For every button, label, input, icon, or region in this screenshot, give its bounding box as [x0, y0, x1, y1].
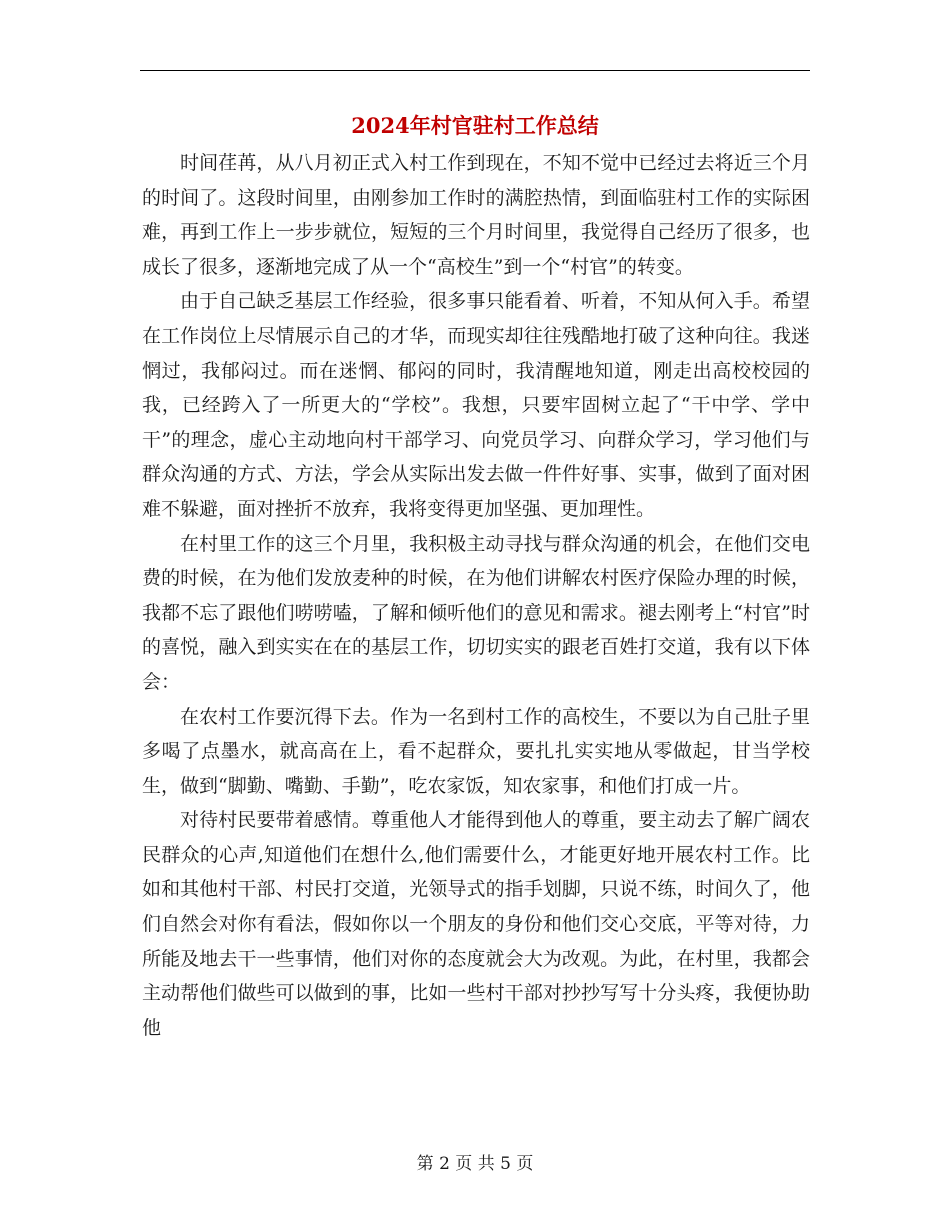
- document-body: [142, 146, 810, 1045]
- header-rule: [140, 70, 810, 71]
- paragraph-3: 在村里工作的这三个月里，我积极主动寻找与群众沟通的机会，在他们交电费的时候，在为他们发放麦种的时候，在为他们讲解农村医疗保险办理的时候，我都不忘了跟他们唠唠嗑，了解和倾听他们的意见和需求。褪去刚考上“村官”时的喜悦，融入到实实在在的基层工作，切切实实的跟老百姓打交道，我有以下体会：: [142, 532, 810, 693]
- page-number: 第 2 页 共 5 页: [416, 1154, 534, 1174]
- paragraph-1: 时间荏苒，从八月初正式入村工作到现在，不知不觉中已经过去将近三个月的时间了。这段时间里，由刚参加工作时的满腔热情，到面临驻村工作的实际困难，再到工作上一步步就位，短短的三个月时间里，我觉得自己经历了很多，也成长了很多，逐渐地完成了从一个“高校生”到一个“村官”的转变。: [142, 152, 810, 278]
- paragraph-4: 在农村工作要沉得下去。作为一名到村工作的高校生，不要以为自己肚子里多喝了点墨水，就高高在上，看不起群众，要扎扎实实地从零做起，甘当学校生，做到“脚勤、嘴勤、手勤”，吃农家饭，知农家事，和他们打成一片。: [142, 705, 810, 797]
- paragraph-2: 由于自己缺乏基层工作经验，很多事只能看着、听着，不知从何入手。希望在工作岗位上尽情展示自己的才华，而现实却往往残酷地打破了这种向往。我迷惘过，我郁闷过。而在迷惘、郁闷的同时，我清醒地知道，刚走出高校校园的我，已经跨入了一所更大的“学校”。我想，只要牢固树立起了“干中学、学中干”的理念，虚心主动地向村干部学习、向党员学习、向群众学习，学习他们与群众沟通的方式、方法，学会从实际出发去做一件件好事、实事，做到了面对困难不躲避，面对挫折不放弃，我将变得更加坚强、更加理性。: [142, 290, 810, 520]
- document-title: 2024年村官驻村工作总结: [351, 113, 599, 138]
- paragraph-5: 对待村民要带着感情。尊重他人才能得到他人的尊重，要主动去了解广阔农民群众的心声,知道他们在想什么,他们需要什么，才能更好地开展农村工作。比如和其他村干部、村民打交道，光领导式的指手划脚，只说不练，时间久了，他们自然会对你有看法，假如你以一个朋友的身份和他们交心交底，平等对待，力所能及地去干一些事情，他们对你的态度就会大为改观。为此，在村里，我都会主动帮他们做些可以做到的事，比如一些村干部对抄抄写写十分头疼，我便协助他: [142, 809, 810, 1039]
